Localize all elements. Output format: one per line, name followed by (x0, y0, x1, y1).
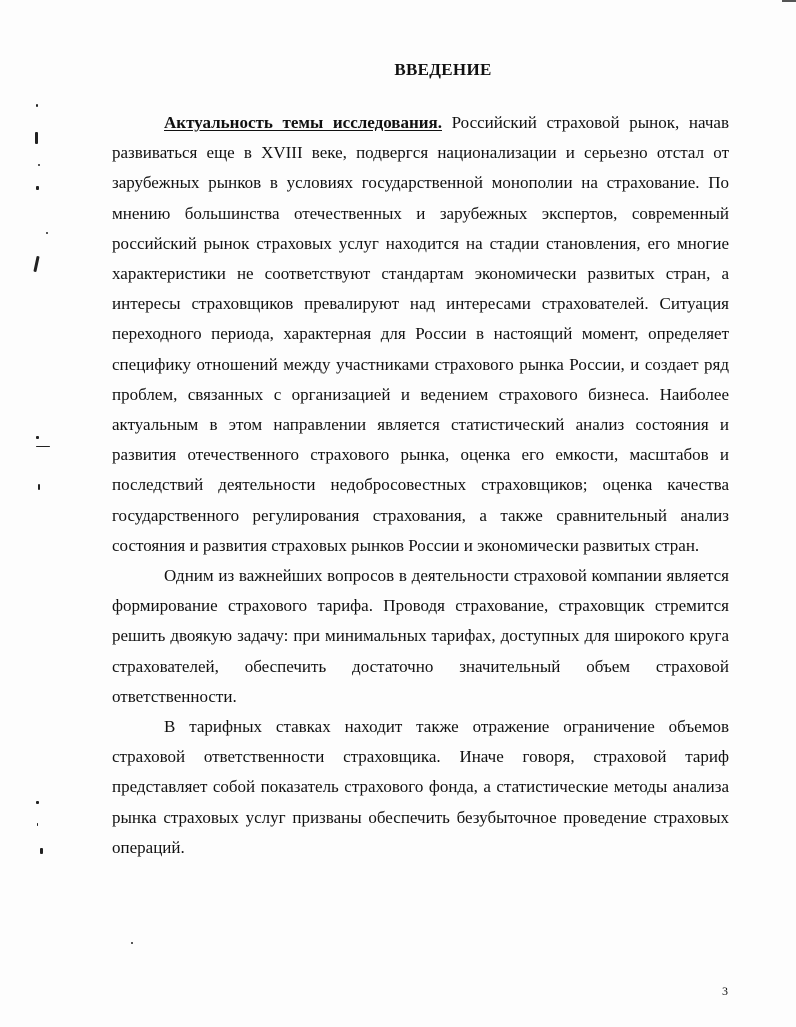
page-title: ВВЕДЕНИЕ (394, 60, 492, 79)
paragraph-rates: В тарифных ставках находит также отражение ограничение объемов страховой ответственности страховщика. Иначе говоря, страховой тариф представляет собой показатель страхового фонда, а статистические методы анализа рынка страховых услуг призваны обеспечить безубыточное проведение страховых операций. (112, 717, 729, 857)
scan-artifact (36, 801, 39, 804)
scan-edge-mark (782, 0, 796, 2)
scan-artifact (38, 484, 40, 490)
paragraph-text: Российский страховой рынок, начав развиваться еще в XVIII веке, подвергся национализации и серьезно отстал от зарубежных рынков в условиях государственной монополии на страхование. По мнению большинства отечественных и зарубежных экспертов, современный российский рынок страховых услуг находится на стадии становления, его многие характеристики не соответствуют стандартам экономически развитых стран, а интересы страховщиков превалируют над интересами страхователей. Ситуация переходного периода, характерная для России в настоящий момент, определяет специфику отношений между участниками страхового рынка России, и создает ряд проблем, связанных с организацией и ведением страхового бизнеса. Наиболее актуальным в этом направлении является статистический анализ состояния и развития отечественного страхового рынка, оценка его емкости, масштабов и последствий деятельности недобросовестных страховщиков; оценка качества государственного регулирования страхования, а также сравнительный анализ состояния и развития страховых рынков России и экономически развитых стран. (112, 113, 729, 555)
scan-artifact (33, 256, 39, 272)
scan-artifact (36, 436, 39, 439)
scan-artifact (46, 232, 48, 234)
scan-artifact (40, 848, 43, 854)
document-body (112, 108, 729, 863)
paragraph-tariff: Одним из важнейших вопросов в деятельности страховой компании является формирование страхового тарифа. Проводя страхование, страховщик стремится решить двоякую задачу: при минимальных тарифах, доступных для широкого круга страхователей, обеспечить достаточно значительный объем страховой ответственности. (112, 566, 729, 706)
scan-artifact (36, 104, 38, 107)
scan-artifact (38, 164, 40, 166)
paragraph-relevance (112, 108, 729, 561)
scan-artifact (131, 942, 133, 944)
scan-artifact (36, 186, 39, 190)
scan-artifact (35, 132, 38, 144)
scan-artifact (37, 823, 38, 826)
page-number: 3 (722, 984, 728, 998)
section-lead-heading: Актуальность темы исследования. (164, 113, 442, 132)
scan-artifact (36, 446, 50, 447)
